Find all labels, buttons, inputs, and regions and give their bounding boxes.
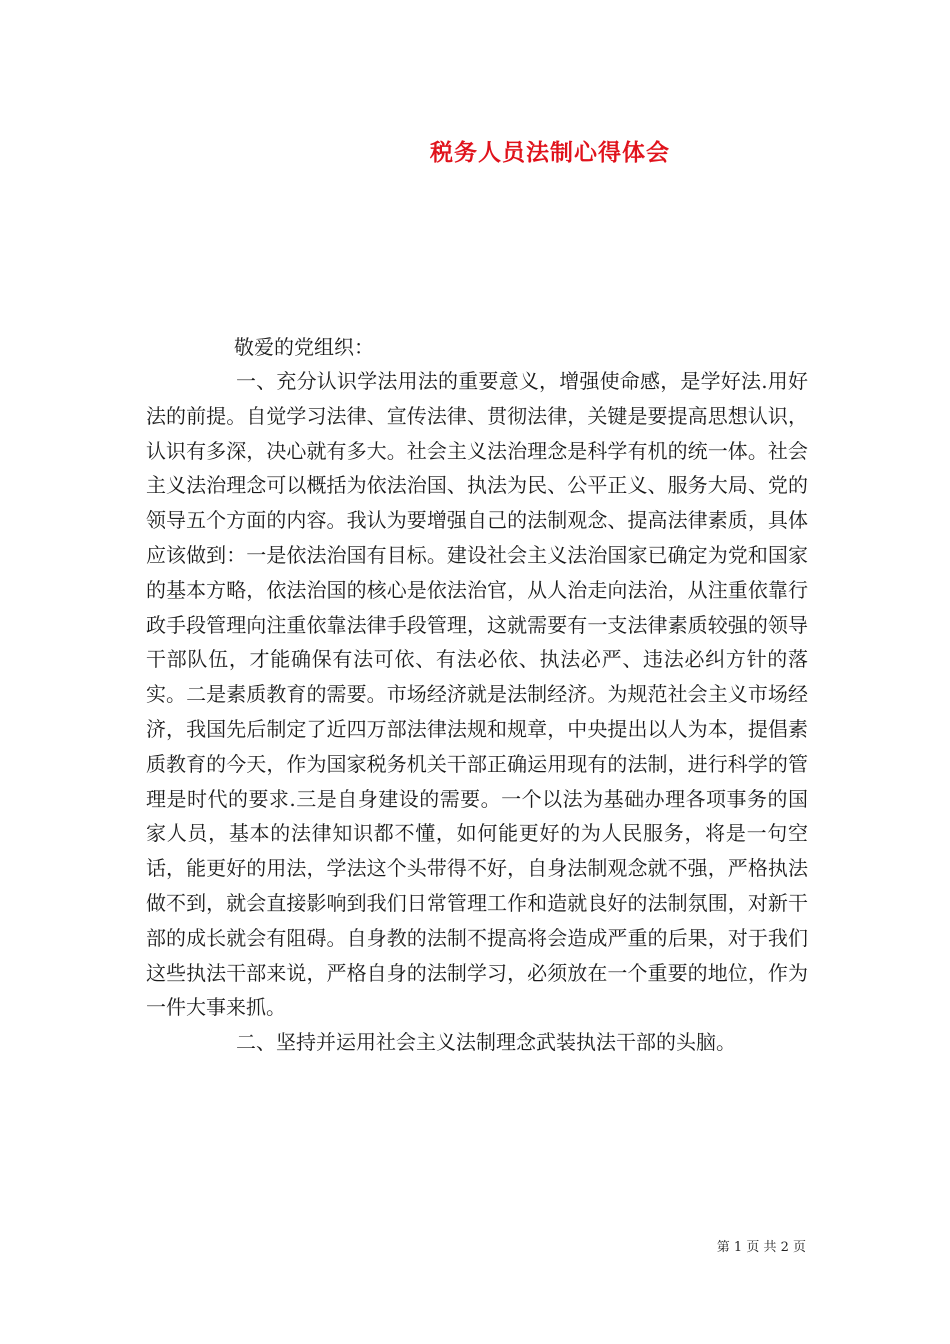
salutation: 敬爱的党组织： (234, 335, 374, 359)
paragraph: 一、充分认识学法用法的重要意义，增强使命感，是学好法.用好法的前提。自觉学习法律、宣传法律、贯彻法律，关键是要提高思想认识，认识有多深，决心就有多大。社会主义法治理念是科学有机的统一体。社会主义法治理念可以概括为依法治国、执法为民、公平正义、服务大局、党的领导五个方面的内容。我认为要增强自己的法制观念、提高法律素质，具体应该做到：一是依法治国有目标。建设社会主义法治国家已确定为党和国家的基本方略，依法治国的核心是依法治官，从人治走向法治，从注重依靠行政手段管理向注重依靠法律手段管理，这就需要有一支法律素质较强的领导干部队伍，才能确保有法可依、有法必依、执法必严、违法必纠方针的落实。二是素质教育的需要。市场经济就是法制经济。为规范社会主义市场经济，我国先后制定了近四万部法律法规和规章，中央提出以人为本，提倡素质教育的今天，作为国家税务机关干部正确运用现有的法制，进行科学的管理是时代的要求.三是自身建设的需要。一个以法为基础办理各项事务的国家人员，基本的法律知识都不懂，如何能更好的为人民服务，将是一句空话，能更好的用法，学法这个头带得不好，自身法制观念就不强，严格执法做不到，就会直接影响到我们日常管理工作和造就良好的法制氛围，对新干部的成长就会有阻碍。自身教的法制不提高将会造成严重的后果，对于我们这些执法干部来说，严格自身的法制学习，必须放在一个重要的地位，作为一件大事来抓。 (146, 369, 808, 1020)
document-body (146, 364, 808, 1060)
paragraph: 二、坚持并运用社会主义法制理念武装执法干部的头脑。 (236, 1030, 736, 1055)
page-title: 税务人员法制心得体会 (430, 139, 670, 166)
page-footer: 第 1 页 共 2 页 (716, 1240, 806, 1255)
